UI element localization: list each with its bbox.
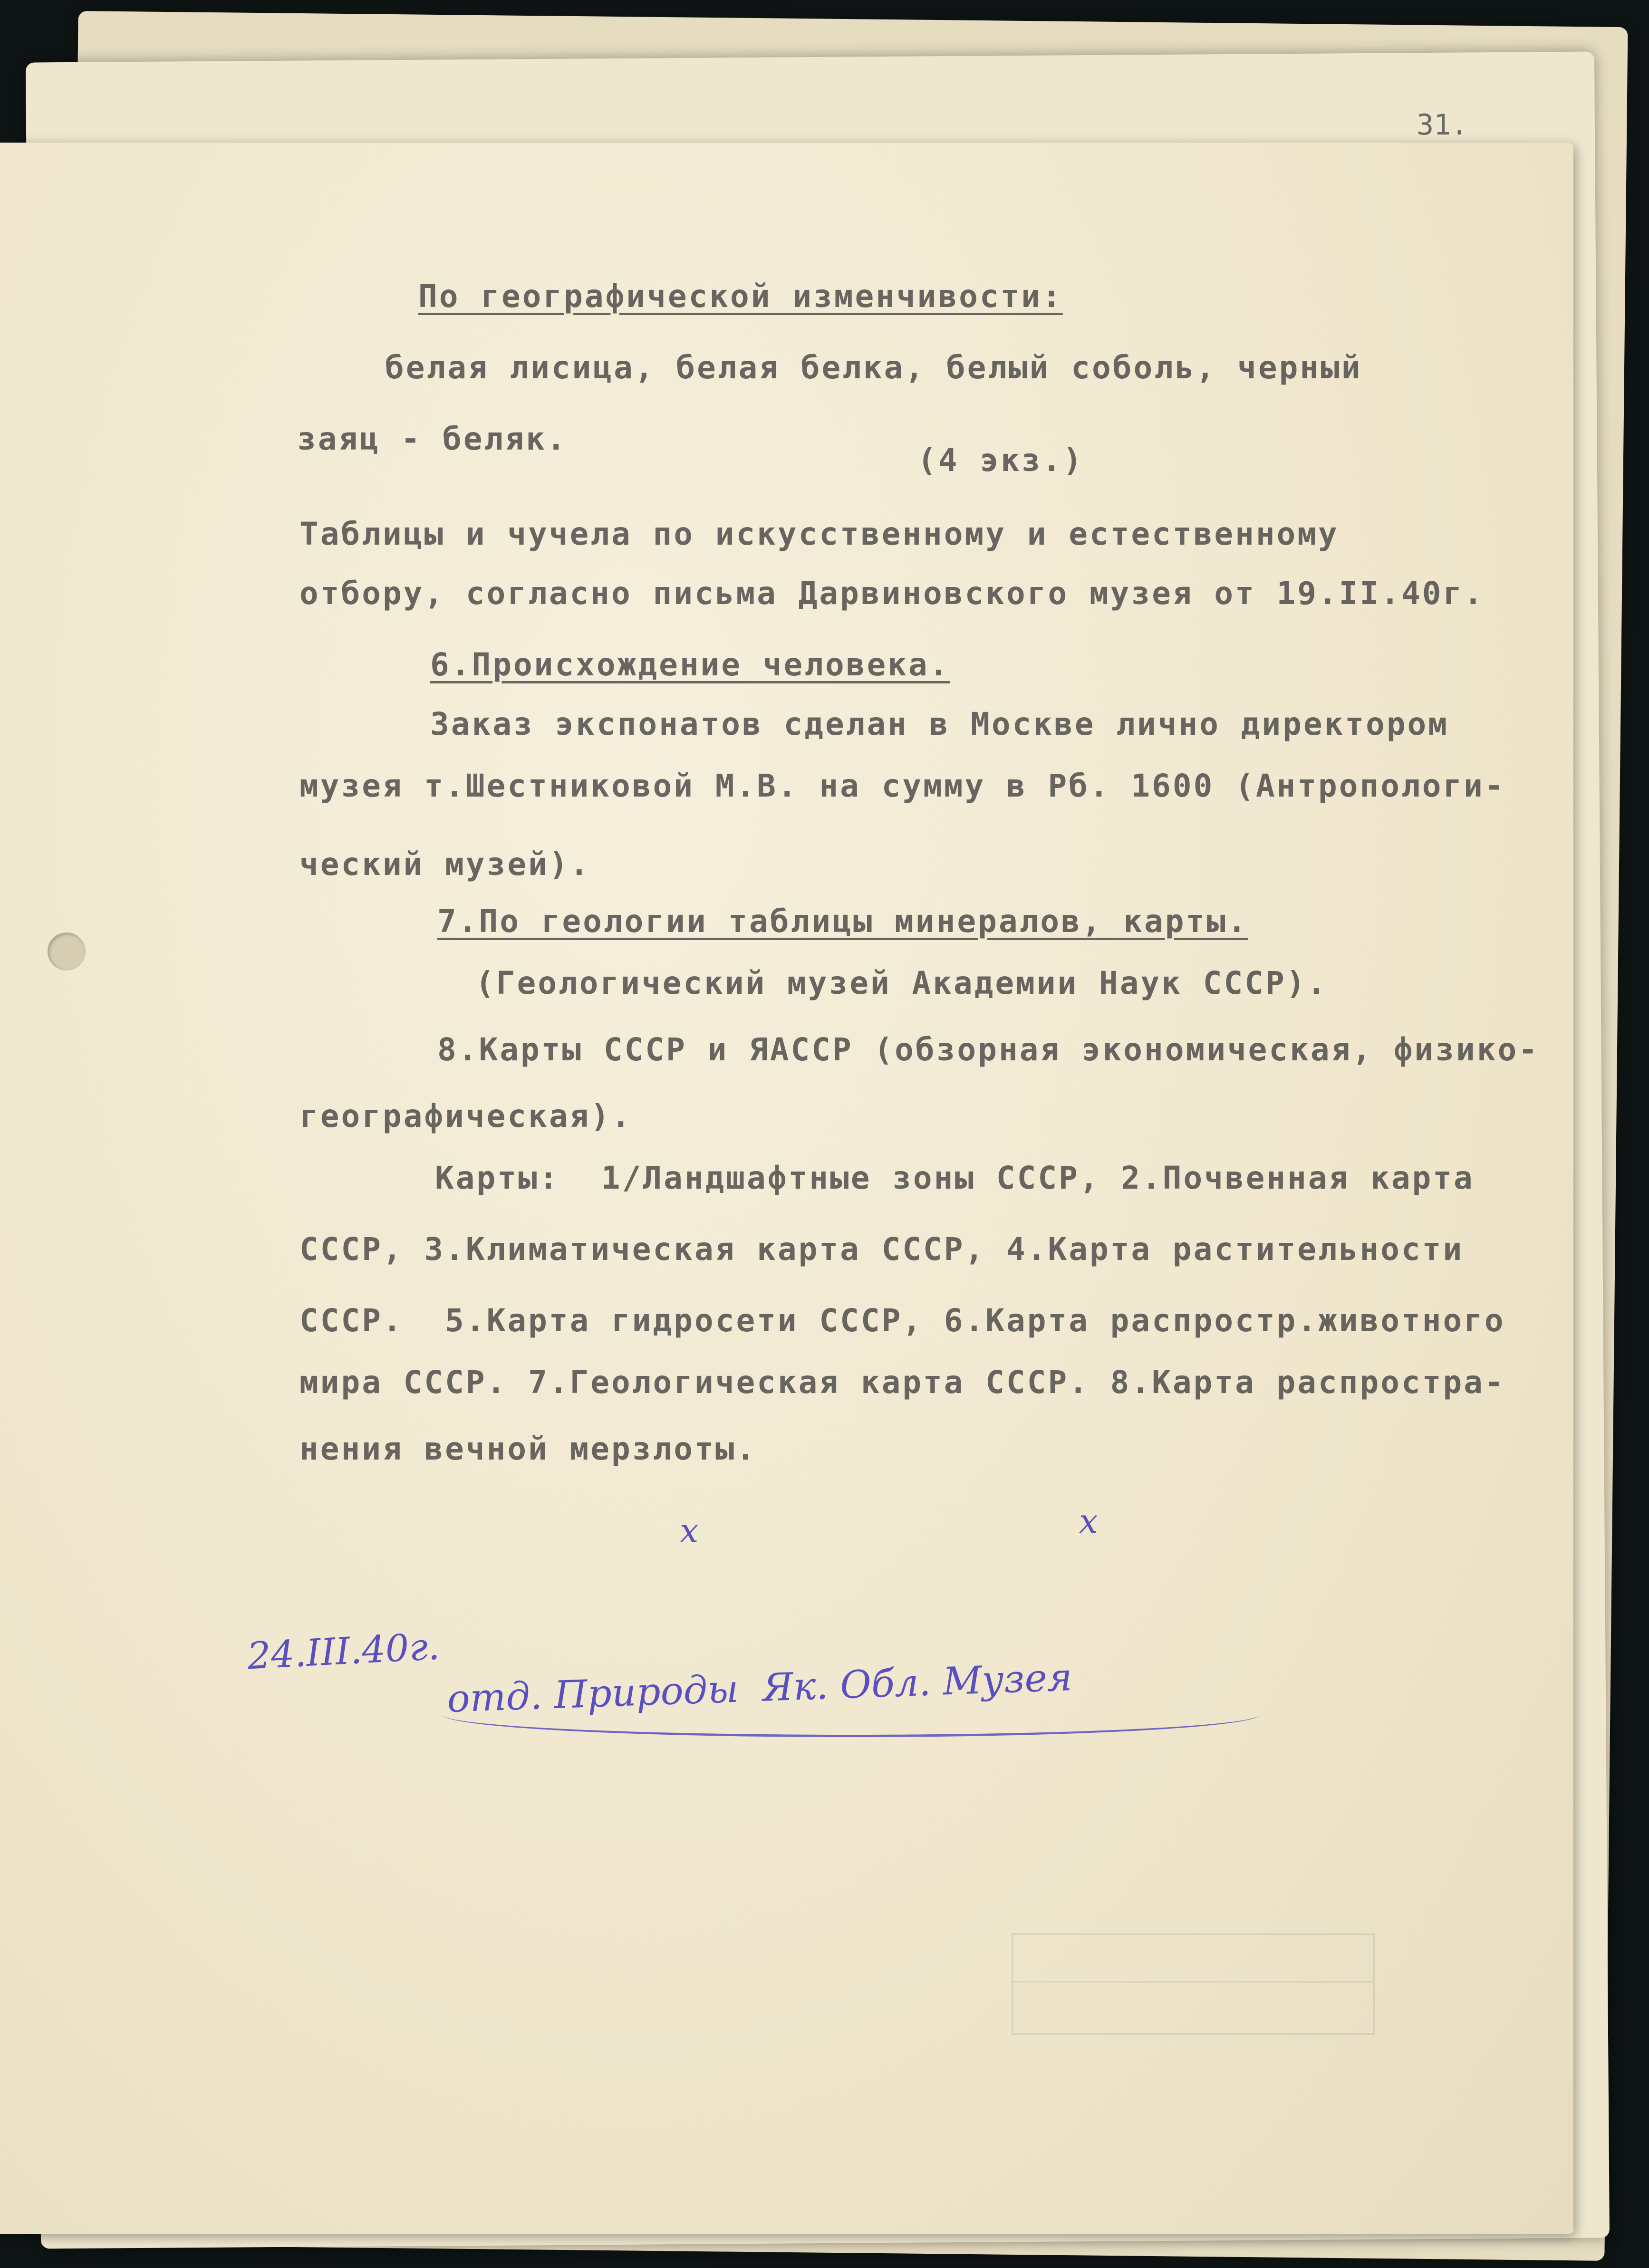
text-line: (Геологический музей Академии Наук СССР). [475,965,1328,1001]
text-line: ческий музей). [299,846,591,883]
text-line: географическая). [299,1098,632,1134]
text-line: музея т.Шестниковой М.В. на сумму в Рб. 1600 (Антропологи- [299,768,1505,804]
handwritten-mark: x [1079,1502,1098,1541]
section-heading: По географической изменчивости: [418,278,1063,315]
text-line: отбору, согласно письма Дарвиновского музея от 19.II.40г. [299,575,1485,612]
handwritten-mark: x [680,1511,699,1550]
text-line: Таблицы и чучела по искусственному и естественному [299,516,1339,552]
handwritten-signature: отд. Природы Як. Обл. Музея [446,1655,1073,1721]
text-line: заяц - беляк. [297,421,568,457]
punch-hole [48,932,86,971]
text-line: белая лисица, белая белка, белый соболь, черный [385,349,1362,386]
handwritten-date: 24.III.40г. [246,1625,441,1678]
text-line: мира СССР. 7.Геологическая карта СССР. 8.Карта распростра- [299,1364,1505,1401]
text-line: СССР. 5.Карта гидросети СССР, 6.Карта распростр.животного [299,1302,1505,1339]
page-number: 31. [1417,108,1468,142]
section-heading: 6.Происхождение человека. [430,646,950,683]
signature-underline [442,1692,1260,1737]
text-line: Карты: 1/Ландшафтные зоны СССР, 2.Почвенная карта [435,1160,1475,1196]
copies-note: (4 экз.) [917,442,1084,479]
section-heading: 7.По геологии таблицы минералов, карты. [437,903,1248,940]
text-line: 8.Карты СССР и ЯАССР (обзорная экономическая, физико- [437,1031,1539,1068]
faded-stamp [1008,1930,1379,2039]
text-line: Заказ экспонатов сделан в Москве лично директором [430,706,1449,742]
text-line: СССР, 3.Климатическая карта СССР, 4.Карта растительности [299,1231,1464,1268]
text-line: нения вечной мерзлоты. [299,1431,757,1467]
